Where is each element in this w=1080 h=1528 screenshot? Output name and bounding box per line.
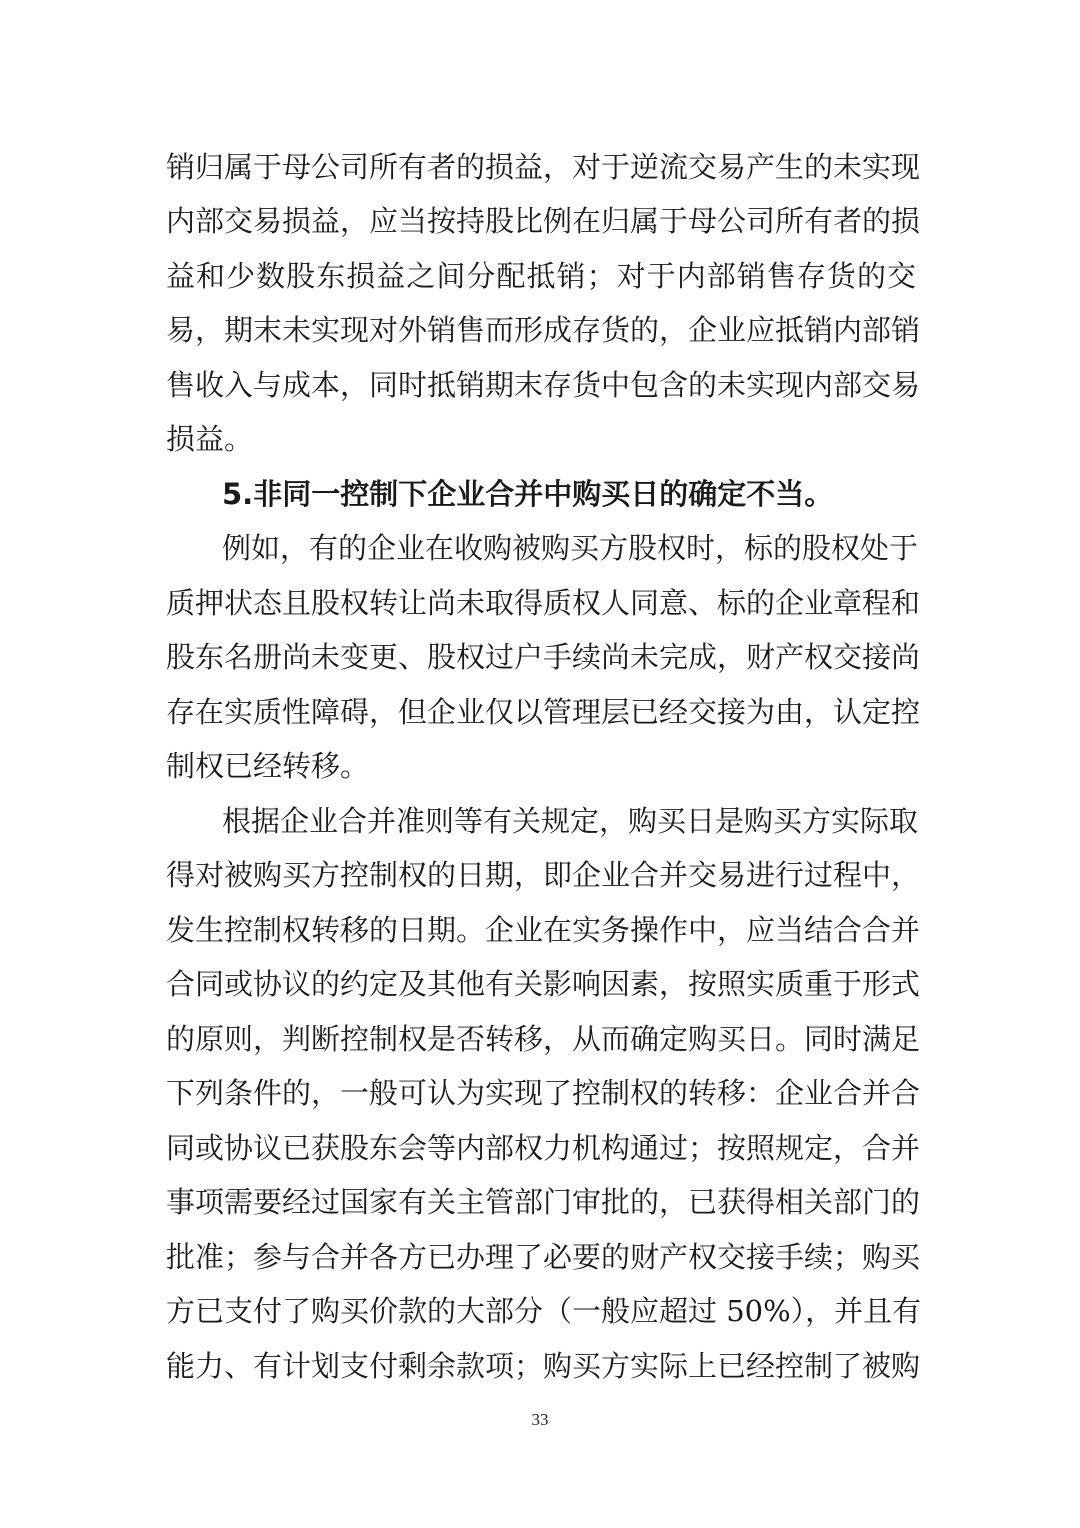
paragraph-line: 方已支付了购买价款的大部分（一般应超过 50%），并且有 [166,1294,922,1328]
paragraph-line: 例如，有的企业在收购被购买方股权时，标的股权处于 [222,531,919,565]
paragraph-line: 质押状态且股权转让尚未取得质权人同意、标的企业章程和 [166,586,921,620]
paragraph-line: 股东名册尚未变更、股权过户手续尚未完成，财产权交接尚 [166,640,921,674]
paragraph-line: 易，期末未实现对外销售而形成存货的，企业应抵销内部销 [166,313,921,347]
section-heading: 5.非同一控制下企业合并中购买日的确定不当。 [222,477,834,511]
paragraph-line: 能力、有计划支付剩余款项；购买方实际上已经控制了被购 [166,1349,921,1383]
paragraph-line: 同或协议已获股东会等内部权力机构通过；按照规定，合并 [166,1131,921,1165]
page-number: 33 [531,1410,549,1429]
paragraph-line: 内部交易损益，应当按持股比例在归属于母公司所有者的损 [166,204,921,238]
paragraph-line: 售收入与成本，同时抵销期末存货中包含的未实现内部交易 [166,368,921,402]
paragraph-line: 存在实质性障碍，但企业仅以管理层已经交接为由，认定控 [166,695,921,729]
paragraph-line: 事项需要经过国家有关主管部门审批的，已获得相关部门的 [166,1185,921,1219]
paragraph-line: 下列条件的，一般可认为实现了控制权的转移：企业合并合 [166,1076,921,1110]
paragraph-line: 损益。 [166,422,254,456]
paragraph-line: 发生控制权转移的日期。企业在实务操作中，应当结合合并 [166,913,921,947]
paragraph-line: 制权已经转移。 [166,749,370,783]
paragraph-line: 合同或协议的约定及其他有关影响因素，按照实质重于形式 [166,967,921,1001]
paragraph-line: 益和少数股东损益之间分配抵销；对于内部销售存货的交 [166,259,916,293]
paragraph-line: 批准；参与合并各方已办理了必要的财产权交接手续；购买 [166,1240,921,1274]
paragraph-line: 根据企业合并准则等有关规定，购买日是购买方实际取 [222,804,919,838]
paragraph-line: 得对被购买方控制权的日期，即企业合并交易进行过程中， [166,858,921,892]
paragraph-line: 销归属于母公司所有者的损益，对于逆流交易产生的未实现 [166,150,921,184]
paragraph-line: 的原则，判断控制权是否转移，从而确定购买日。同时满足 [166,1022,921,1056]
